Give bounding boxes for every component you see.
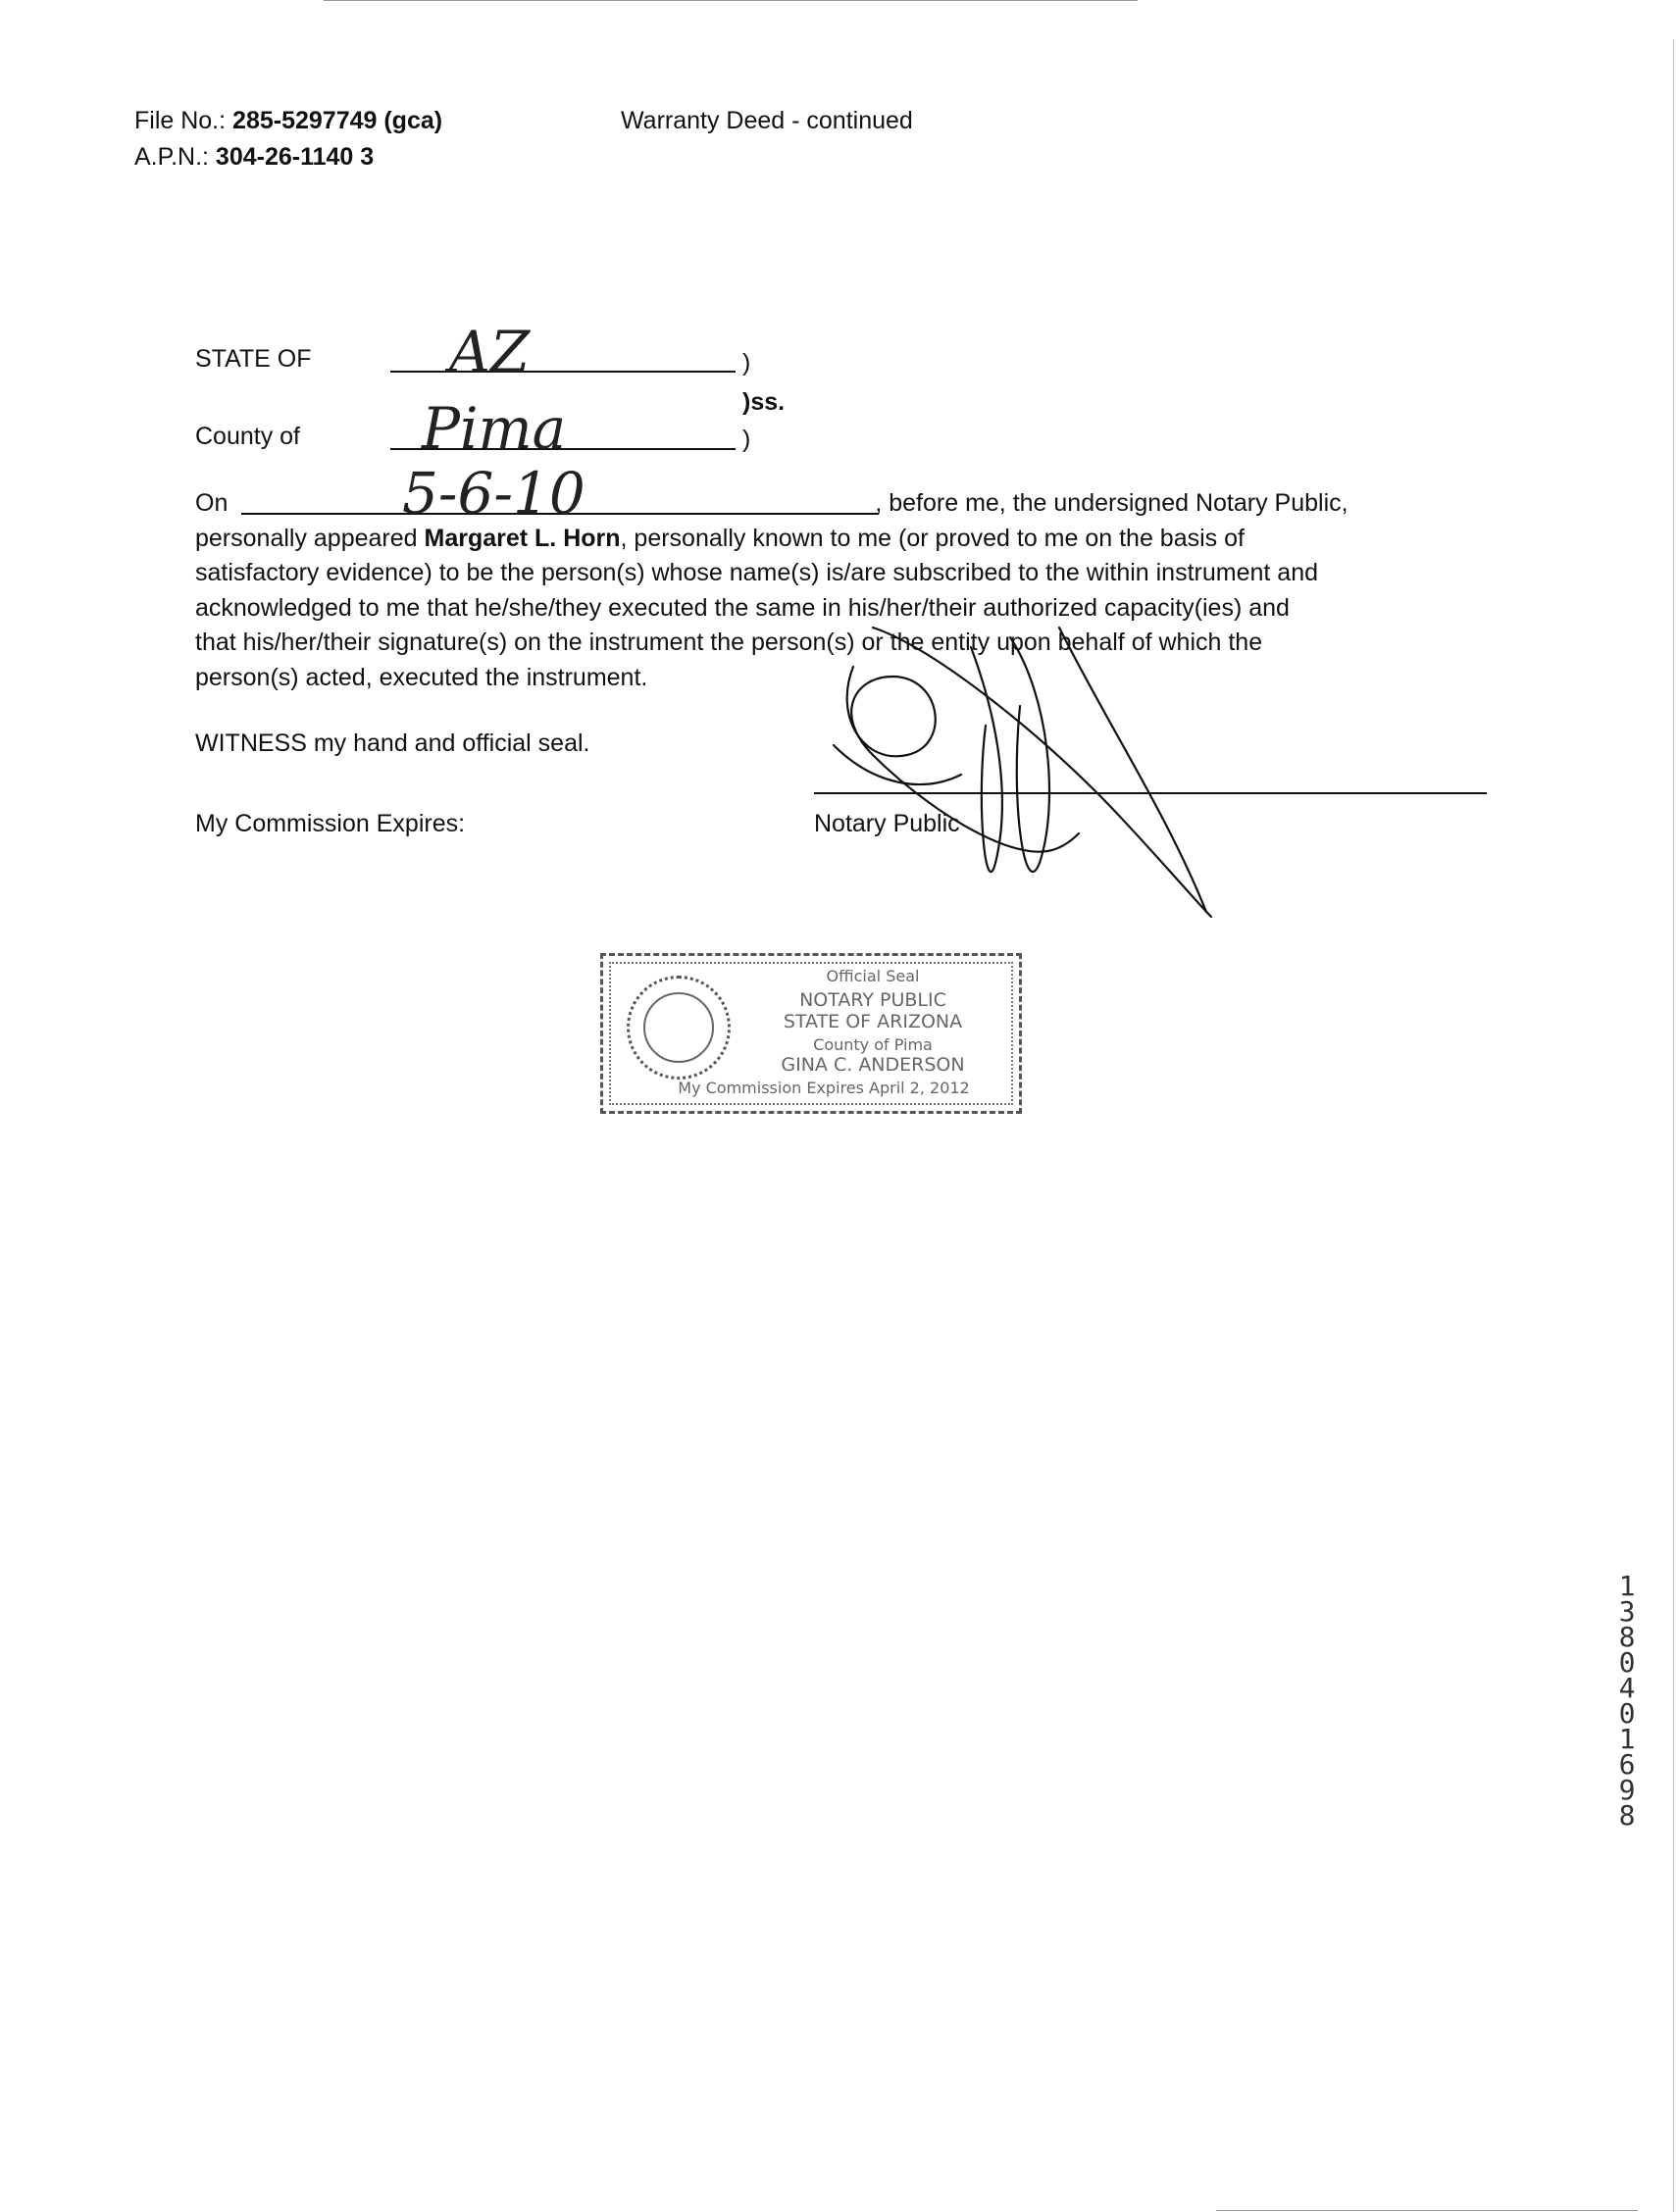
recording-stamp-text: 13804 01698 xyxy=(1618,1570,1636,1832)
ack-line-3: satisfactory evidence) to be the person(s) whose name(s) is/are subscribed to the within instrument and xyxy=(195,559,1318,586)
seal-line-5: GINA C. ANDERSON xyxy=(781,1054,965,1076)
state-seal-inner-ring xyxy=(643,992,714,1063)
seal-line-6: My Commission Expires April 2, 2012 xyxy=(678,1079,970,1097)
date-value: 5-6-10 xyxy=(402,460,585,527)
seal-line-3: STATE OF ARIZONA xyxy=(783,1011,963,1032)
scan-right-edge xyxy=(1673,39,1674,2212)
seal-line-2: NOTARY PUBLIC xyxy=(799,989,946,1011)
notary-label: Notary Public xyxy=(814,810,960,837)
ack-line-5: that his/her/their signature(s) on the instrument the person(s) or the entity upon behalf of which the xyxy=(195,628,1263,656)
ack-line-6: person(s) acted, executed the instrument. xyxy=(195,663,648,691)
state-label: STATE OF xyxy=(195,345,312,373)
state-underline xyxy=(390,371,736,373)
notary-seal-stamp xyxy=(600,953,1022,1114)
apn-label: A.P.N.: xyxy=(134,143,209,171)
state-value: AZ xyxy=(449,319,531,385)
file-no-label: File No.: xyxy=(134,107,227,134)
witness-statement: WITNESS my hand and official seal. xyxy=(195,729,590,757)
ss-mark: )ss. xyxy=(742,388,786,416)
state-seal-icon xyxy=(627,976,731,1080)
recording-stamp xyxy=(1612,1570,1642,1832)
document-title: Warranty Deed - continued xyxy=(621,107,913,134)
signer-name: Margaret L. Horn xyxy=(424,524,621,552)
commission-label: My Commission Expires: xyxy=(195,810,466,837)
ack-line-1-suffix: , before me, the undersigned Notary Public, xyxy=(875,489,1348,517)
seal-line-1: Official Seal xyxy=(826,967,920,985)
apn xyxy=(134,142,374,172)
apn-value: 304-26-1140 3 xyxy=(215,143,375,171)
scan-bottom-mark xyxy=(1216,2210,1638,2211)
state-paren: ) xyxy=(742,349,751,377)
on-label: On xyxy=(195,489,229,517)
notary-signature xyxy=(814,608,1246,922)
county-label: County of xyxy=(195,423,301,450)
seal-line-4: County of Pima xyxy=(813,1035,933,1054)
county-value: Pima xyxy=(422,395,567,462)
file-no xyxy=(134,106,442,135)
ack-line-4: acknowledged to me that he/she/they executed the same in his/her/their authorized capacity(ies) and xyxy=(195,593,1290,622)
file-no-value: 285-5297749 (gca) xyxy=(232,107,443,134)
scan-top-edge xyxy=(324,0,1138,1)
ack-line-1 xyxy=(195,486,1490,522)
county-paren: ) xyxy=(742,426,751,453)
ack-line-2: personally appeared Margaret L. Horn, personally known to me (or proved to me on the basis of xyxy=(195,524,1245,552)
